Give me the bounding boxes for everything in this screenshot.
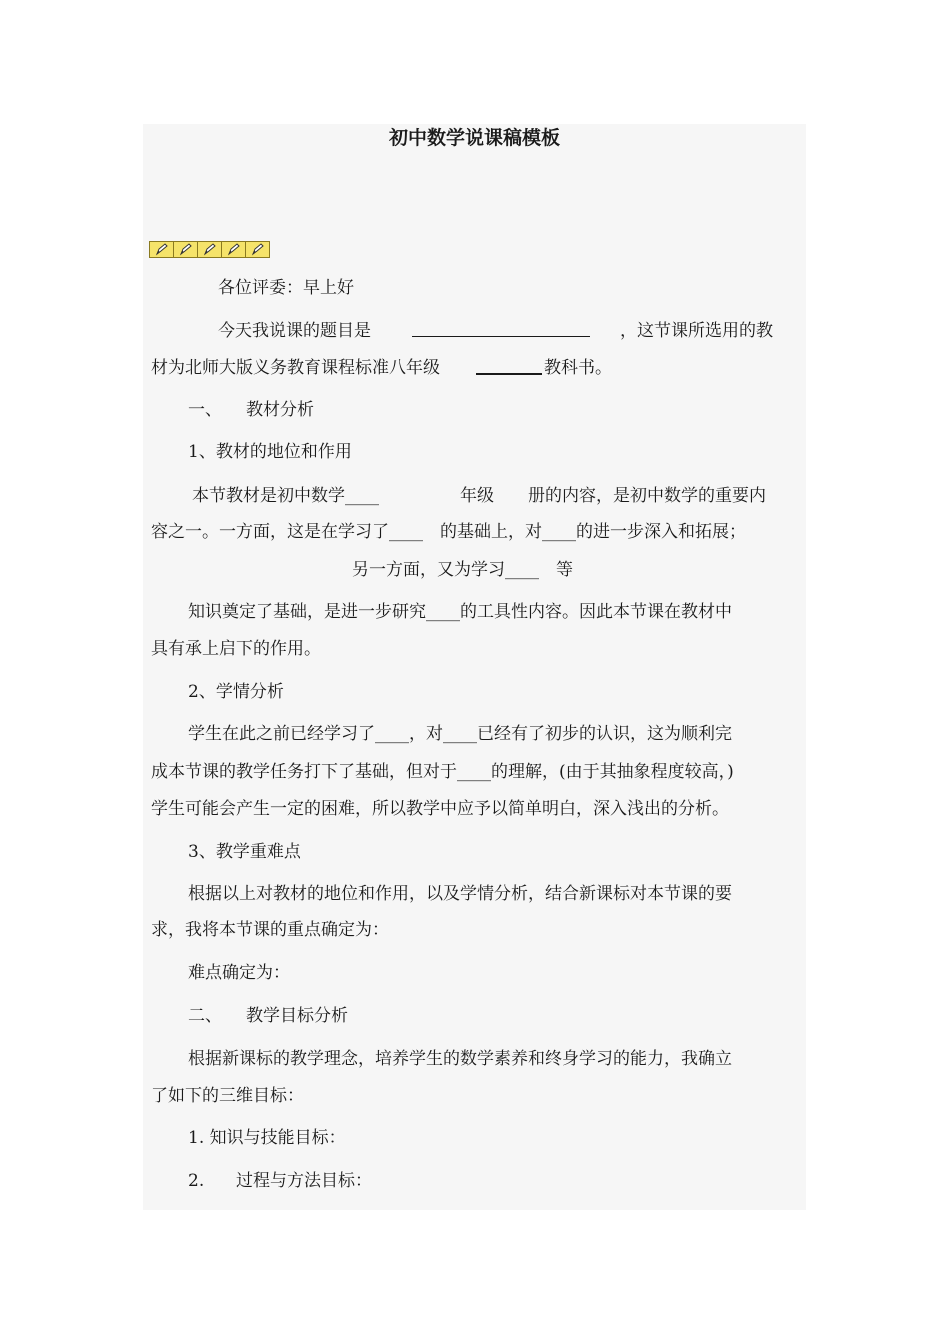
paragraph-line: 根据新课标的教学理念，培养学生的数学素养和终身学习的能力，我确立	[188, 1049, 732, 1069]
subsection-1-3-heading: 3、教学重难点	[188, 842, 301, 862]
paragraph-line: 学生在此之前已经学习了____，对____已经有了初步的认识，这为顺利完	[188, 724, 732, 744]
textbook-line-tail: 教科书。	[544, 358, 612, 378]
paragraph-line: 知识奠定了基础，是进一步研究____的工具性内容。因此本节课在教材中	[188, 602, 732, 622]
greeting-line: 各位评委：早上好	[218, 278, 354, 298]
goal-2-number: 2.	[188, 1171, 205, 1191]
subsection-1-1-heading: 1、教材的地位和作用	[188, 442, 352, 462]
paragraph-line: 具有承上启下的作用。	[151, 639, 321, 659]
paragraph-line: 年级	[460, 486, 494, 506]
paragraph-line: 容之一。一方面，这是在学习了____ 的基础上，对____的进一步深入和拓展；	[151, 522, 746, 542]
section-1-heading: 教材分析	[246, 400, 314, 420]
document-title: 初中数学说课稿模板	[388, 127, 560, 149]
topic-blank	[412, 321, 590, 337]
pencil-icon	[246, 242, 269, 257]
pencil-icon	[222, 242, 246, 257]
pencil-icon	[150, 242, 174, 257]
paragraph-line: 成本节课的教学任务打下了基础，但对于____的理解，(由于其抽象程度较高，)	[151, 762, 734, 782]
paragraph-line: 另一方面，又为学习____ 等	[352, 560, 573, 580]
topic-line-label: 今天我说课的题目是	[218, 321, 371, 341]
icon-strip	[149, 241, 270, 258]
goal-2-line: 过程与方法目标：	[236, 1171, 372, 1191]
textbook-line: 材为北师大版义务教育课程标准八年级	[151, 358, 440, 378]
paragraph-line: 本节教材是初中数学____	[192, 486, 379, 506]
goal-1-line: 1. 知识与技能目标：	[188, 1128, 346, 1148]
topic-line-tail: ，这节课所选用的教	[620, 321, 773, 341]
subsection-1-2-heading: 2、学情分析	[188, 682, 284, 702]
section-1-number: 一、	[188, 400, 222, 420]
paragraph-line: 难点确定为：	[188, 963, 290, 983]
pencil-icon	[174, 242, 198, 257]
paragraph-line: 册的内容，是初中数学的重要内	[528, 486, 766, 506]
grade-blank	[476, 358, 542, 375]
paragraph-line: 求，我将本节课的重点确定为：	[151, 920, 389, 940]
paragraph-line: 了如下的三维目标：	[151, 1086, 304, 1106]
pencil-icon	[198, 242, 222, 257]
paragraph-line: 学生可能会产生一定的困难，所以教学中应予以简单明白，深入浅出的分析。	[151, 799, 729, 819]
section-2-number: 二、	[188, 1006, 222, 1026]
paragraph-line: 根据以上对教材的地位和作用，以及学情分析，结合新课标对本节课的要	[188, 884, 732, 904]
section-2-heading: 教学目标分析	[246, 1006, 348, 1026]
